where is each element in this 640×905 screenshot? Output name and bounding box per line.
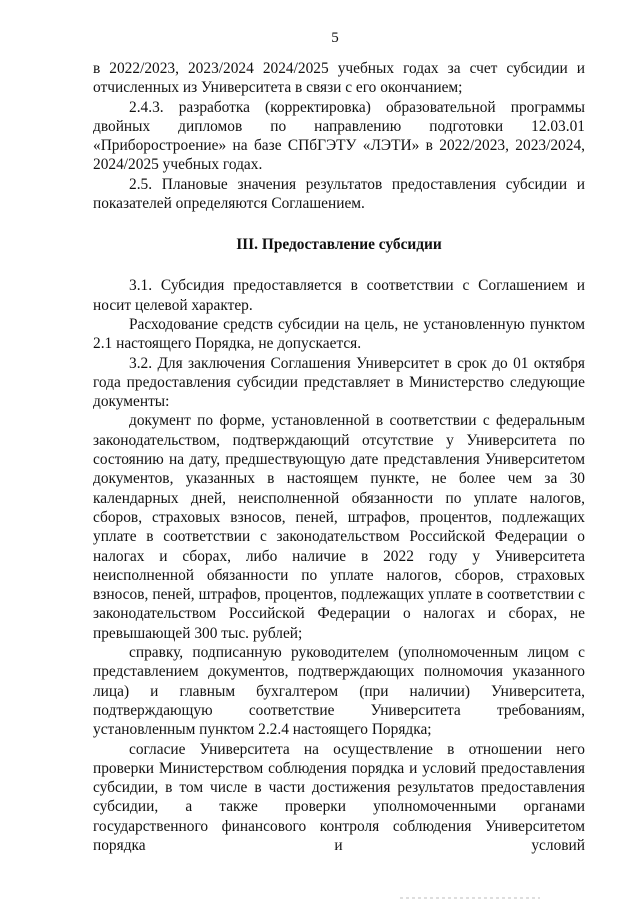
page-number: 5 xyxy=(331,30,339,46)
paragraph-2-4-3: 2.4.3. разработка (корректировка) образовательной программы двойных дипломов по направлению подготовки 12.03.01 «Приборостроение» на базе СПбГЭТУ «ЛЭТИ» в 2022/2023, 2023/2024, 2024/2025 учебных годах. xyxy=(93,98,585,174)
paragraph-certificate: справку, подписанную руководителем (уполномоченным лицом с представлением документов, подтверждающих полномочия указанного лица) и главным бухгалтером (при наличии) Университета, подтверждающую соответствие Университета требованиям, установленным пунктом 2.2.4 настоящего Порядка; xyxy=(93,644,585,739)
paragraph-3-2: 3.2. Для заключения Соглашения Университет в срок до 01 октября года предоставления субсидии представляет в Министерство следующие документы: xyxy=(93,354,585,411)
paragraph-spending: Расходование средств субсидии на цель, не установленную пунктом 2.1 настоящего Порядка, не допускается. xyxy=(93,315,585,353)
paragraph-consent: согласие Университета на осуществление в отношении него проверки Министерством соблюдения порядка и условий предоставления субсидии, в том числе в части достижения результатов предоставления субсидии, а также проверки уполномоченными органами государственного финансового контроля соблюдения Университетом порядка и условий xyxy=(93,740,585,854)
paragraph-3-1: 3.1. Субсидия предоставляется в соответствии с Соглашением и носит целевой характер. xyxy=(93,277,585,314)
paragraph-continuation: в 2022/2023, 2023/2024 2024/2025 учебных годах за счет субсидии и отчисленных из Университета в связи с его окончанием; xyxy=(93,60,585,97)
scan-artifact xyxy=(400,897,540,899)
paragraph-2-5: 2.5. Плановые значения результатов предоставления субсидии и показателей определяются Соглашением. xyxy=(93,175,585,213)
paragraph-tax-document: документ по форме, установленной в соответствии с федеральным законодательством, подтверждающий отсутствие у Университета по состоянию на дату, предшествующую дате представления Университетом документов, указанных в настоящем пункте, не более чем за 30 календарных дней, неисполненной обязанности по уплате налогов, сборов, страховых взносов, пеней, штрафов, процентов, подлежащих уплате в соответствии с законодательством Российской Федерации о налогах и сборах, либо наличие в 2022 году у Университета неисполненной обязанности по уплате налогов, сборов, страховых взносов, пеней, штрафов, процентов, подлежащих уплате в соответствии с законодательством Российской Федерации о налогах и сборах, не превышающей 300 тыс. рублей; xyxy=(93,412,585,642)
section-title: III. Предоставление субсидии xyxy=(236,236,442,254)
